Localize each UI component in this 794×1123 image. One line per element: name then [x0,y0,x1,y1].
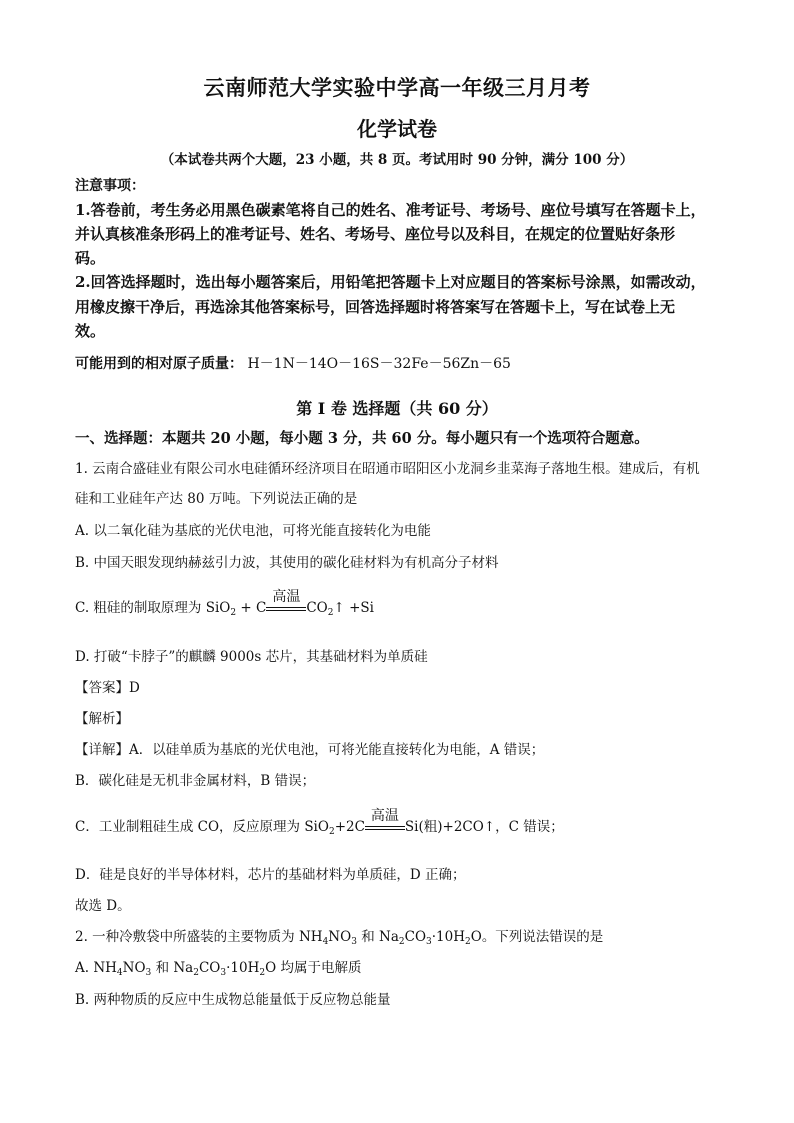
detail-a-text: A．以硅单质为基底的光伏电池，可将光能直接转化为电能，A 错误； [129,742,545,758]
detail-c-suffix: Si(粗)+2CO↑，C 错误； [404,819,564,835]
q1-option-b: B. 中国天眼发现纳赫兹引力波，其使用的碳化硅材料为有机高分子材料 [75,555,499,571]
reaction-arrow [266,588,306,616]
detail-c-reactants: SiO$_2$+2C [304,819,365,837]
notice-item1-line3: 码。 [75,249,106,267]
q1-answer [75,676,140,696]
q1-option-c [75,588,374,618]
q1-detail-b: B．碳化硅是无机非金属材料，B 错误； [75,773,316,789]
q1-analysis-tag: 【解析】 [75,711,129,727]
atomic-masses [75,353,511,373]
q1-detail-a [75,738,544,758]
q1-stem-line2: 硅和工业硅年产达 80 万吨。下列说法正确的是 [75,491,358,507]
q2-option-a-formula: A. $NH_4NO_3$ 和 $Na_2CO_3\cdot 10H_2O$ [75,960,281,978]
section-title: 第 I 卷 选择题（共 60 分） [296,399,498,418]
q2-stem-formula: $NH_4NO_3$ 和 $Na_2CO_3\cdot 10H_2O$ [298,929,482,947]
q1-option-c-prefix: C. 粗硅的制取原理为 [75,600,202,616]
section-instruction: 一、选择题：本题共 20 小题，每小题 3 分，共 60 分。每小题只有一个选项符合题意。 [75,430,649,447]
exam-note: （本试卷共两个大题，23 小题，共 8 页。考试用时 90 分钟，满分 100 分） [160,152,634,168]
q2-option-b: B. 两种物质的反应中生成物总能量低于反应物总能量 [75,992,391,1008]
q1-detail-d: D．硅是良好的半导体材料，芯片的基础材料为单质硅，D 正确； [75,867,466,883]
q1-option-a: A. 以二氧化硅为基底的光伏电池，可将光能直接转化为电能 [75,523,431,539]
q2-option-a [75,956,361,978]
answer-value: D [129,680,140,696]
detail-reaction-arrow [365,807,405,835]
notice-item1-line2: 并认真核准条形码上的准考证号、姓名、考场号、座位号以及科目，在规定的位置贴好条形 [75,225,676,243]
q2-stem-suffix: 。下列说法错误的是 [481,929,604,945]
q1-conclusion: 故选 D。 [75,898,131,914]
reaction-condition: 高温 [272,588,301,605]
q1-detail-c [75,807,564,837]
q1-option-d: D. 打破“卡脖子”的麒麟 9000s 芯片，其基础材料为单质硅 [75,649,428,665]
q2-stem-prefix: 2. 一种冷敷袋中所盛装的主要物质为 [75,929,295,945]
notice-heading: 注意事项： [75,178,145,194]
notice-item2-line2: 用橡皮擦干净后，再选涂其他答案标号，回答选择题时将答案写在答题卡上，写在试卷上无 [75,298,676,316]
atomic-masses-label: 可能用到的相对原子质量： [75,356,243,372]
notice-item1-line1: 1.答卷前，考生务必用黑色碳素笔将自己的姓名、准考证号、考场号、座位号填写在答题卡上， [75,201,706,219]
notice-item2-line1: 2.回答选择题时，选出每小题答案后，用铅笔把答题卡上对应题目的答案标号涂黑，如需改动， [75,273,706,291]
atomic-masses-values: H－1N－14O－16S－32Fe－56Zn－65 [247,356,511,372]
exam-subject: 化学试卷 [357,117,437,141]
q1-option-c-equation: SiO$_2$ + C 高温 $CO_2↑ +Si$ [206,600,374,616]
detail-c-prefix: C．工业制粗硅生成 CO，反应原理为 [75,819,305,835]
answer-tag: 【答案】 [75,680,129,696]
detail-tag: 【详解】 [75,742,129,758]
q1-stem-line1: 1. 云南合盛硅业有限公司水电硅循环经济项目在昭通市昭阳区小龙洞乡韭菜海子落地生根。建成后，有机 [75,461,700,477]
q2-option-a-suffix: 均属于电解质 [280,960,362,976]
q2-stem [75,925,603,947]
notice-item2-line3: 效。 [75,322,106,340]
exam-title: 云南师范大学实验中学高一年级三月月考 [203,75,591,100]
detail-reaction-condition: 高温 [370,807,399,824]
